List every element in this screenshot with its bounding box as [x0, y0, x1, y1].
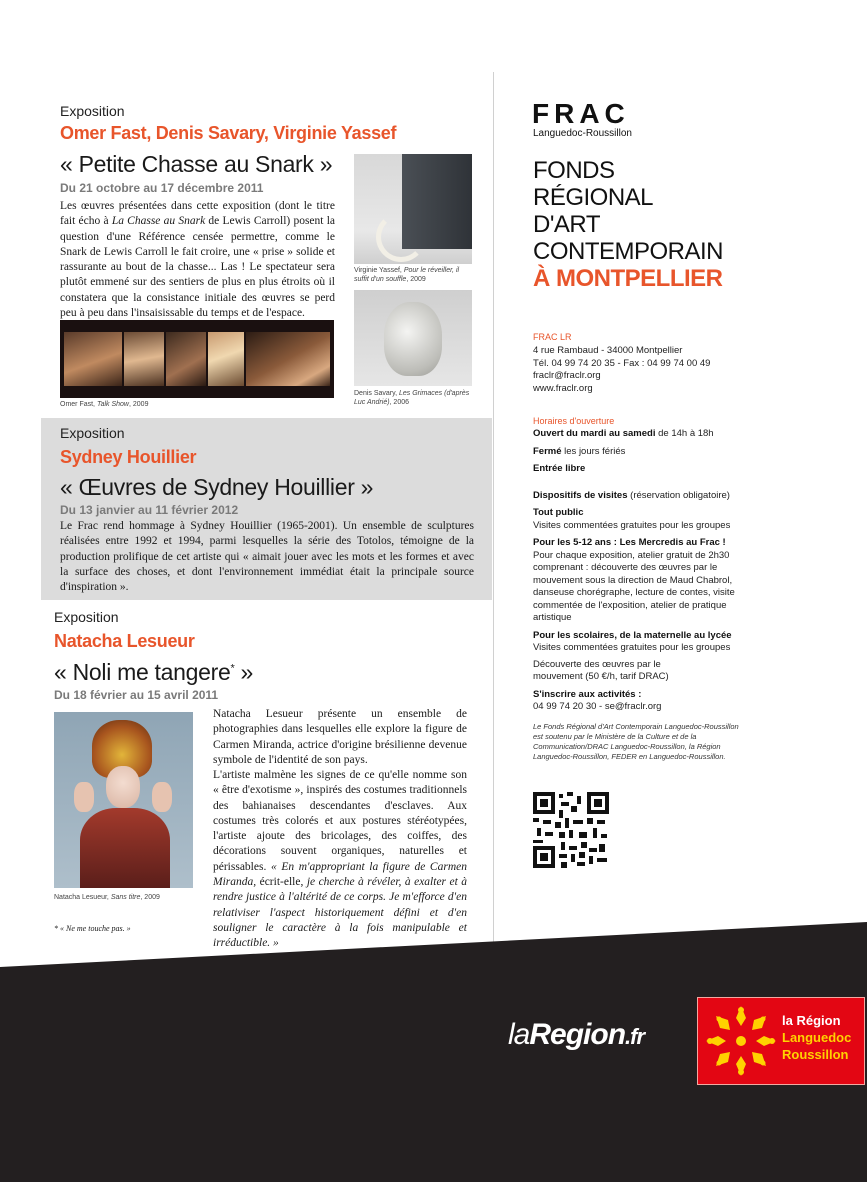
yassef-photo: [354, 154, 472, 264]
section3-paragraph2: L'artiste malmène les signes de ce qu'elle nomme son « être d'exotisme », inspirés des costumes traditionnels des bahianaises descendantes d'esclaves. Aux costumes très colorés et aux postures stéréotypées, l'artiste ajoute des bricolages, des coiffes, des décorations souvent organiques, naturelles et périssables. « En m'appropriant la figure de Carmen Miranda, écrit-elle, je cherche à révéler, à exalter et à rendre justice à l'altérité de ce corps. Je m'efforce d'en relativiser l'aspect historiquement défini et d'en souligner le caractère à la fois manipulable et irréductible. »: [213, 769, 468, 950]
visits-heading: Dispositifs de visites (réservation obligatoire): [533, 489, 730, 501]
photo-body: [80, 808, 170, 888]
address-block: [533, 345, 710, 395]
section2-label: Exposition: [60, 425, 125, 441]
film-frame-3: [166, 332, 206, 386]
talk-show-filmstrip: [60, 320, 334, 398]
hours-closed: Fermé les jours fériés: [533, 445, 626, 457]
photo-hand-right: [152, 782, 172, 812]
section2-dates: Du 13 janvier au 11 février 2012: [60, 503, 239, 517]
hours-open: Ouvert du mardi au samedi de 14h à 18h: [533, 428, 714, 439]
public-text: Visites commentées gratuites pour les groupes: [533, 519, 731, 531]
section1-body: Les œuvres présentées dans cette exposition (dont le titre fait écho à La Chasse au Snark de Lewis Carroll) posent la question d'une Référence censée permettre, comme le Snark de Lewis Carroll le fait croire, une « prise » solide et rassurante au bout de la chasse... Las ! Le spectateur sera plutôt emmené sur des sentiers de plus en plus étroits où il constatera que la consistance initiale des œuvres se perd peu à peu dans l'insaisissable du temps et de l'espace.: [60, 200, 335, 320]
column-divider: [493, 72, 494, 982]
hours-heading: Horaires d'ouverture: [533, 416, 615, 426]
school-text-1: Visites commentées gratuites pour les groupes: [533, 642, 731, 653]
public-heading: Tout public: [533, 507, 584, 518]
address-email[interactable]: fraclr@fraclr.org: [533, 370, 601, 381]
sponsors-credits: Le Fonds Régional d'Art Contemporain Languedoc-Roussillon est soutenu par le Ministère de la Culture et de la Communication/DRAC Languedoc-Roussillon, la Région Languedoc-Roussillon, FEDER en Languedoc-Roussillon.: [533, 722, 739, 761]
section2-title: « Œuvres de Sydney Houillier »: [60, 474, 374, 500]
photo-hand-left: [74, 782, 94, 812]
savary-photo: [354, 290, 472, 386]
kids-heading: Pour les 5-12 ans : Les Mercredis au Frac !: [533, 537, 726, 548]
section2-artist: Sydney Houillier: [60, 447, 197, 467]
section3-artist: Natacha Lesueur: [54, 631, 195, 651]
fonds-line-1: FONDS: [533, 157, 615, 184]
photo-sculpted-head: [384, 302, 442, 376]
section1-artist: Omer Fast, Denis Savary, Virginie Yassef: [60, 123, 397, 143]
laregion-website[interactable]: laRegion.fr: [508, 1018, 645, 1051]
section2-body: Le Frac rend hommage à Sydney Houillier (1965-2001). Un ensemble de sculptures réalisées entre 1992 et 1994, parmi lesquelles la série des Totolos, témoigne de la production prolifique de cet artiste qui « aimait jouer avec les mots et les formes et avec la surface des choses, et dont l'environnement immédiat était la principale source d'inspiration ».: [60, 520, 474, 594]
school-heading: Pour les scolaires, de la maternelle au lycée: [533, 629, 732, 641]
qr-code-graphic: [533, 792, 609, 868]
frac-logo: FRAC: [532, 98, 630, 129]
kids-text: Pour chaque exposition, atelier gratuit de 2h30 comprenant : découverte des œuvres par le mouvement sous la direction de Maud Chabrol, danseuse chorégraphe, lecture de contes, visite commentée de l'exposition, atelier de pratique artistique: [533, 549, 735, 623]
fonds-line-4: CONTEMPORAIN: [533, 238, 724, 265]
address-heading: FRAC LR: [533, 332, 572, 342]
film-frame-5: [246, 332, 330, 386]
region-logo-line-3: Roussillon: [782, 1047, 849, 1062]
region-logo-line-1: la Région: [782, 1013, 841, 1028]
savary-caption: Denis Savary, Les Grimaces (d'après Luc Andrié), 2006: [354, 390, 470, 406]
section1-label: Exposition: [60, 103, 125, 119]
frac-logo-sub: Languedoc-Roussillon: [533, 128, 632, 139]
signup-text[interactable]: 04 99 74 20 30 - se@fraclr.org: [533, 701, 662, 712]
section1-title: « Petite Chasse au Snark »: [60, 151, 333, 177]
photo-white-curve: [376, 212, 426, 262]
film-caption: Omer Fast, Talk Show, 2009: [60, 401, 149, 408]
lesueur-caption: Natacha Lesueur, Sans titre, 2009: [54, 894, 160, 901]
hours-block: [533, 428, 758, 714]
section1-dates: Du 21 octobre au 17 décembre 2011: [60, 181, 264, 195]
school-text-2: Découverte des œuvres par le mouvement (50 €/h, tarif DRAC): [533, 658, 669, 682]
hours-free: Entrée libre: [533, 463, 586, 474]
qr-code[interactable]: [533, 792, 609, 868]
section3-paragraph1: Natacha Lesueur présente un ensemble de photographies dans lesquelles elle explore la figure de Carmen Miranda, actrice d'origine brésilienne devenue symbole de l'identité de son pays.: [213, 708, 467, 766]
yassef-caption: Virginie Yassef, Pour le réveiller, il suffit d'un souffle, 2009: [354, 267, 460, 283]
section3-dates: Du 18 février au 15 avril 2011: [54, 688, 219, 702]
address-line-2: Tél. 04 99 74 20 35 - Fax : 04 99 74 00 49: [533, 357, 711, 369]
signup-heading: S'inscrire aux activités :: [533, 688, 642, 700]
photo-face: [106, 766, 140, 808]
region-cross-icon: [704, 1004, 778, 1078]
film-frame-2: [124, 332, 164, 386]
fonds-line-3: D'ART: [533, 211, 600, 238]
region-logo: [697, 997, 865, 1085]
address-website[interactable]: www.fraclr.org: [533, 382, 593, 394]
section3-title: « Noli me tangere* »: [54, 659, 254, 685]
region-logo-line-2: Languedoc: [782, 1030, 852, 1045]
region-logo-text: [782, 1012, 851, 1063]
film-frame-4: [208, 332, 244, 386]
lesueur-photo: [54, 712, 193, 888]
fonds-heading: [533, 157, 723, 292]
address-line-1: 4 rue Rambaud - 34000 Montpellier: [533, 345, 683, 356]
fonds-line-2: RÉGIONAL: [533, 184, 654, 211]
fonds-city: À MONTPELLIER: [533, 265, 723, 292]
section3-label: Exposition: [54, 609, 119, 625]
film-frame-1: [64, 332, 122, 386]
section3-footnote: * « Ne me touche pas. »: [54, 924, 131, 933]
